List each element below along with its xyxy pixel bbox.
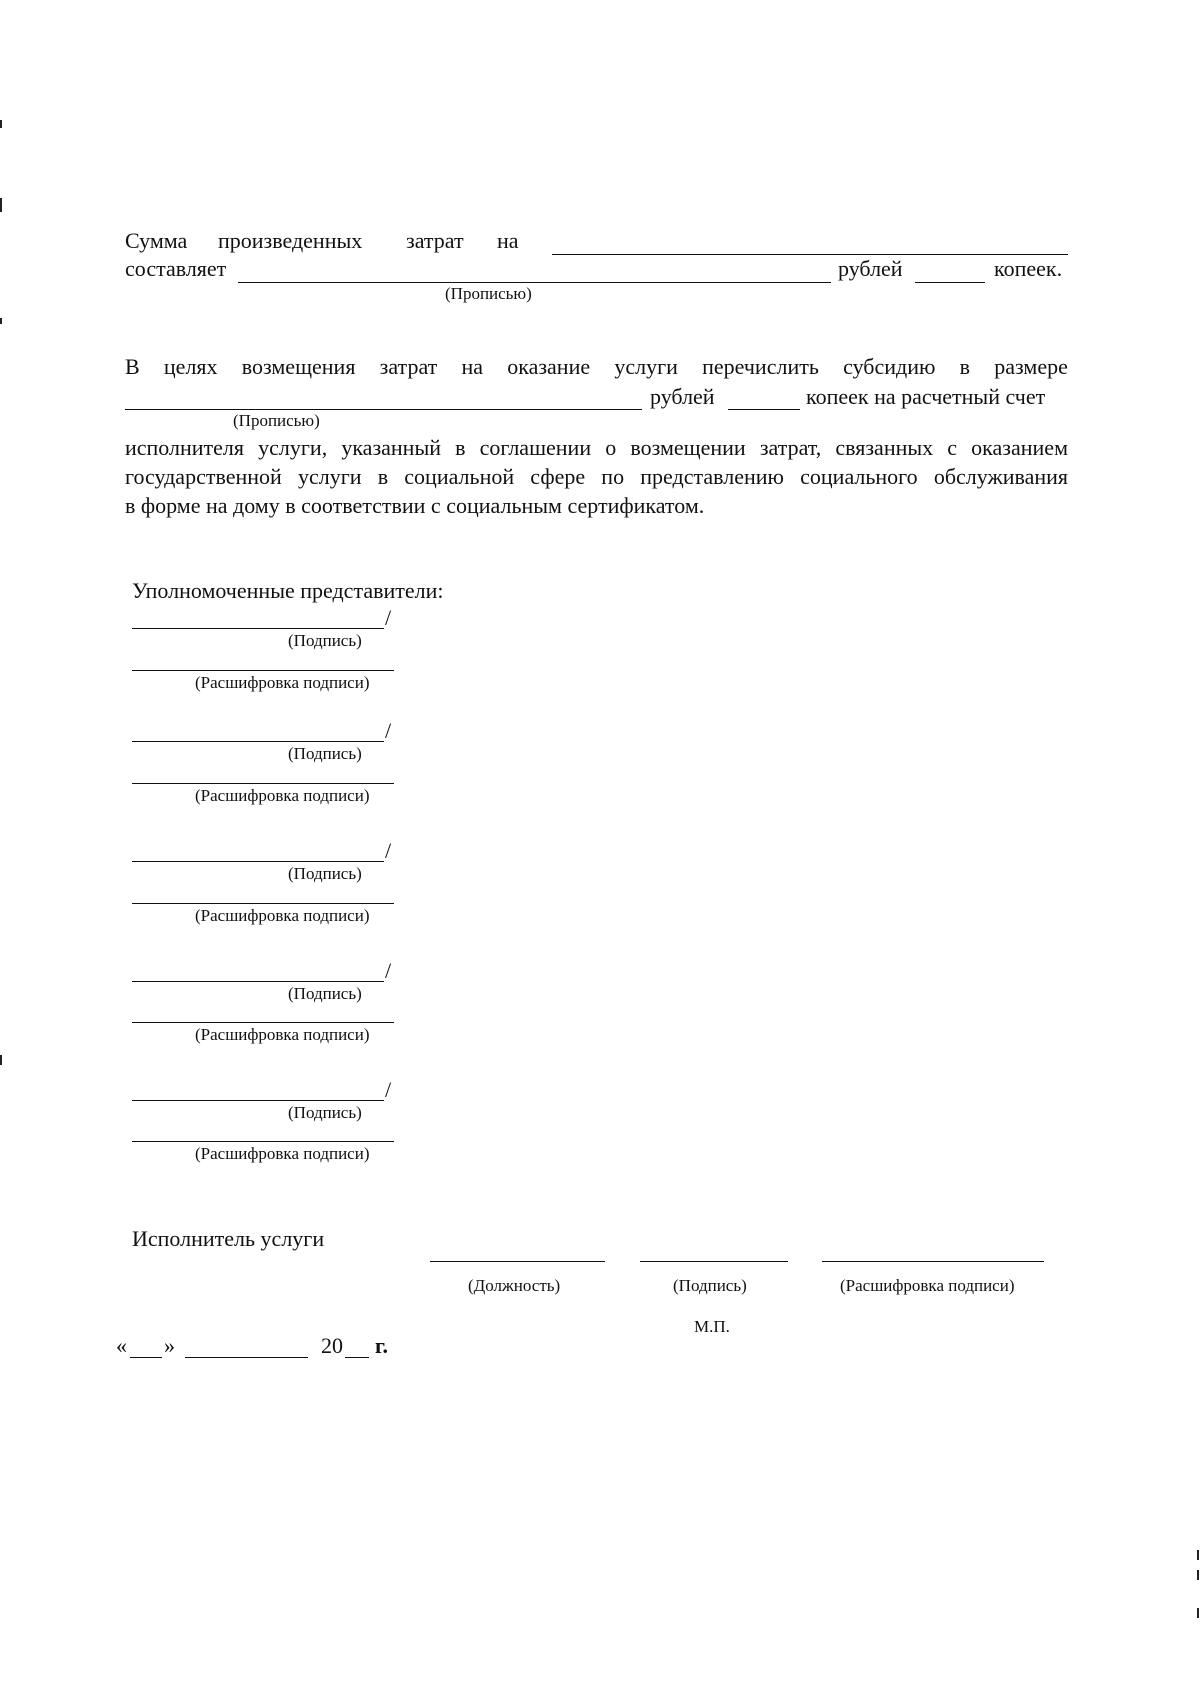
cost-sum-word: Сумма	[125, 228, 188, 253]
subsidy-word: оказание	[507, 354, 591, 379]
subsidy-body-text: государственной услуги в социальной сфере по представлению социального обслуживания	[125, 464, 1068, 489]
cost-kopecks-blank	[915, 282, 985, 283]
subsidy-rubles-label: рублей	[650, 384, 715, 409]
date-month-blank	[185, 1357, 308, 1358]
date-close-quote: »	[164, 1333, 175, 1358]
scan-edge-mark	[0, 318, 2, 324]
scan-edge-mark	[1197, 1608, 1199, 1618]
representative-decode-line	[132, 1022, 394, 1023]
subsidy-amount-words-blank	[125, 409, 642, 410]
subsidy-word: целях	[163, 354, 218, 379]
cost-words-caption: (Прописью)	[445, 284, 532, 303]
executor-decode-line	[822, 1261, 1044, 1262]
subsidy-body-text: исполнителя услуги, указанный в соглашении о возмещении затрат, связанных с оказанием	[125, 435, 1068, 460]
subsidy-body-line	[125, 462, 1068, 491]
cost-sum-word: на	[497, 228, 519, 253]
representative-signature-line	[132, 861, 384, 862]
subsidy-word: затрат	[379, 354, 438, 379]
subsidy-word: в	[959, 354, 971, 379]
date-year-prefix: 20	[321, 1333, 343, 1358]
representative-signature-line	[132, 1100, 384, 1101]
signature-slash: /	[385, 718, 392, 743]
representative-decode-line	[132, 903, 394, 904]
subsidy-word: субсидию	[843, 354, 936, 379]
scan-edge-mark	[0, 1055, 2, 1065]
scan-edge-mark	[0, 120, 2, 128]
subsidy-body-text: в форме на дому в соответствии с социальным сертификатом.	[125, 493, 705, 518]
subsidy-word: размере	[994, 354, 1068, 379]
signature-slash: /	[385, 958, 392, 983]
signature-slash: /	[385, 838, 392, 863]
cost-kopecks-label: копеек.	[994, 256, 1063, 281]
decode-caption: (Расшифровка подписи)	[195, 673, 370, 692]
decode-caption: (Расшифровка подписи)	[195, 1025, 370, 1044]
scan-edge-mark	[1197, 1570, 1199, 1580]
subsidy-word: услуги	[614, 354, 678, 379]
scan-edge-mark	[1197, 1550, 1199, 1560]
representative-decode-line	[132, 783, 394, 784]
decode-caption: (Расшифровка подписи)	[195, 1144, 370, 1163]
representative-decode-line	[132, 1141, 394, 1142]
cost-amount-words-blank	[238, 282, 831, 283]
cost-sum-word: произведенных	[218, 228, 363, 253]
executor-position-line	[430, 1261, 605, 1262]
subsidy-word: на	[461, 354, 484, 379]
executor-decode-caption: (Расшифровка подписи)	[840, 1276, 1015, 1295]
scan-edge-mark	[0, 198, 2, 212]
subsidy-word: возмещения	[241, 354, 356, 379]
signature-caption: (Подпись)	[288, 1103, 362, 1122]
executor-label: Исполнитель услуги	[132, 1226, 325, 1251]
cost-amount-lead: составляет	[125, 256, 227, 281]
executor-position-caption: (Должность)	[468, 1276, 561, 1295]
stamp-placeholder: М.П.	[694, 1317, 730, 1336]
signature-slash: /	[385, 1077, 392, 1102]
cost-sum-word: затрат	[406, 228, 464, 253]
signature-caption: (Подпись)	[288, 864, 362, 883]
executor-signature-line	[640, 1261, 788, 1262]
representative-signature-line	[132, 741, 384, 742]
representatives-heading: Уполномоченные представители:	[132, 578, 444, 603]
decode-caption: (Расшифровка подписи)	[195, 906, 370, 925]
executor-signature-caption: (Подпись)	[673, 1276, 747, 1295]
representative-signature-line	[132, 981, 384, 982]
subsidy-words-caption: (Прописью)	[233, 411, 320, 430]
cost-rubles-label: рублей	[838, 256, 903, 281]
date-year-blank	[345, 1357, 369, 1358]
subsidy-kopecks-tail: копеек на расчетный счет	[806, 384, 1046, 409]
signature-caption: (Подпись)	[288, 744, 362, 763]
signature-caption: (Подпись)	[288, 984, 362, 1003]
date-year-suffix: г.	[375, 1333, 389, 1358]
subsidy-first-line	[125, 354, 1068, 380]
subsidy-word: перечислить	[702, 354, 819, 379]
representative-decode-line	[132, 670, 394, 671]
date-open-quote: «	[116, 1333, 127, 1358]
subsidy-body-line	[125, 491, 1068, 520]
signature-caption: (Подпись)	[288, 631, 362, 650]
date-day-blank	[130, 1357, 162, 1358]
subsidy-word: В	[125, 354, 140, 379]
signature-slash: /	[385, 605, 392, 630]
decode-caption: (Расшифровка подписи)	[195, 786, 370, 805]
subsidy-body-line	[125, 433, 1068, 462]
subsidy-kopecks-blank	[728, 409, 800, 410]
representative-signature-line	[132, 628, 384, 629]
cost-purpose-blank	[552, 254, 1068, 255]
